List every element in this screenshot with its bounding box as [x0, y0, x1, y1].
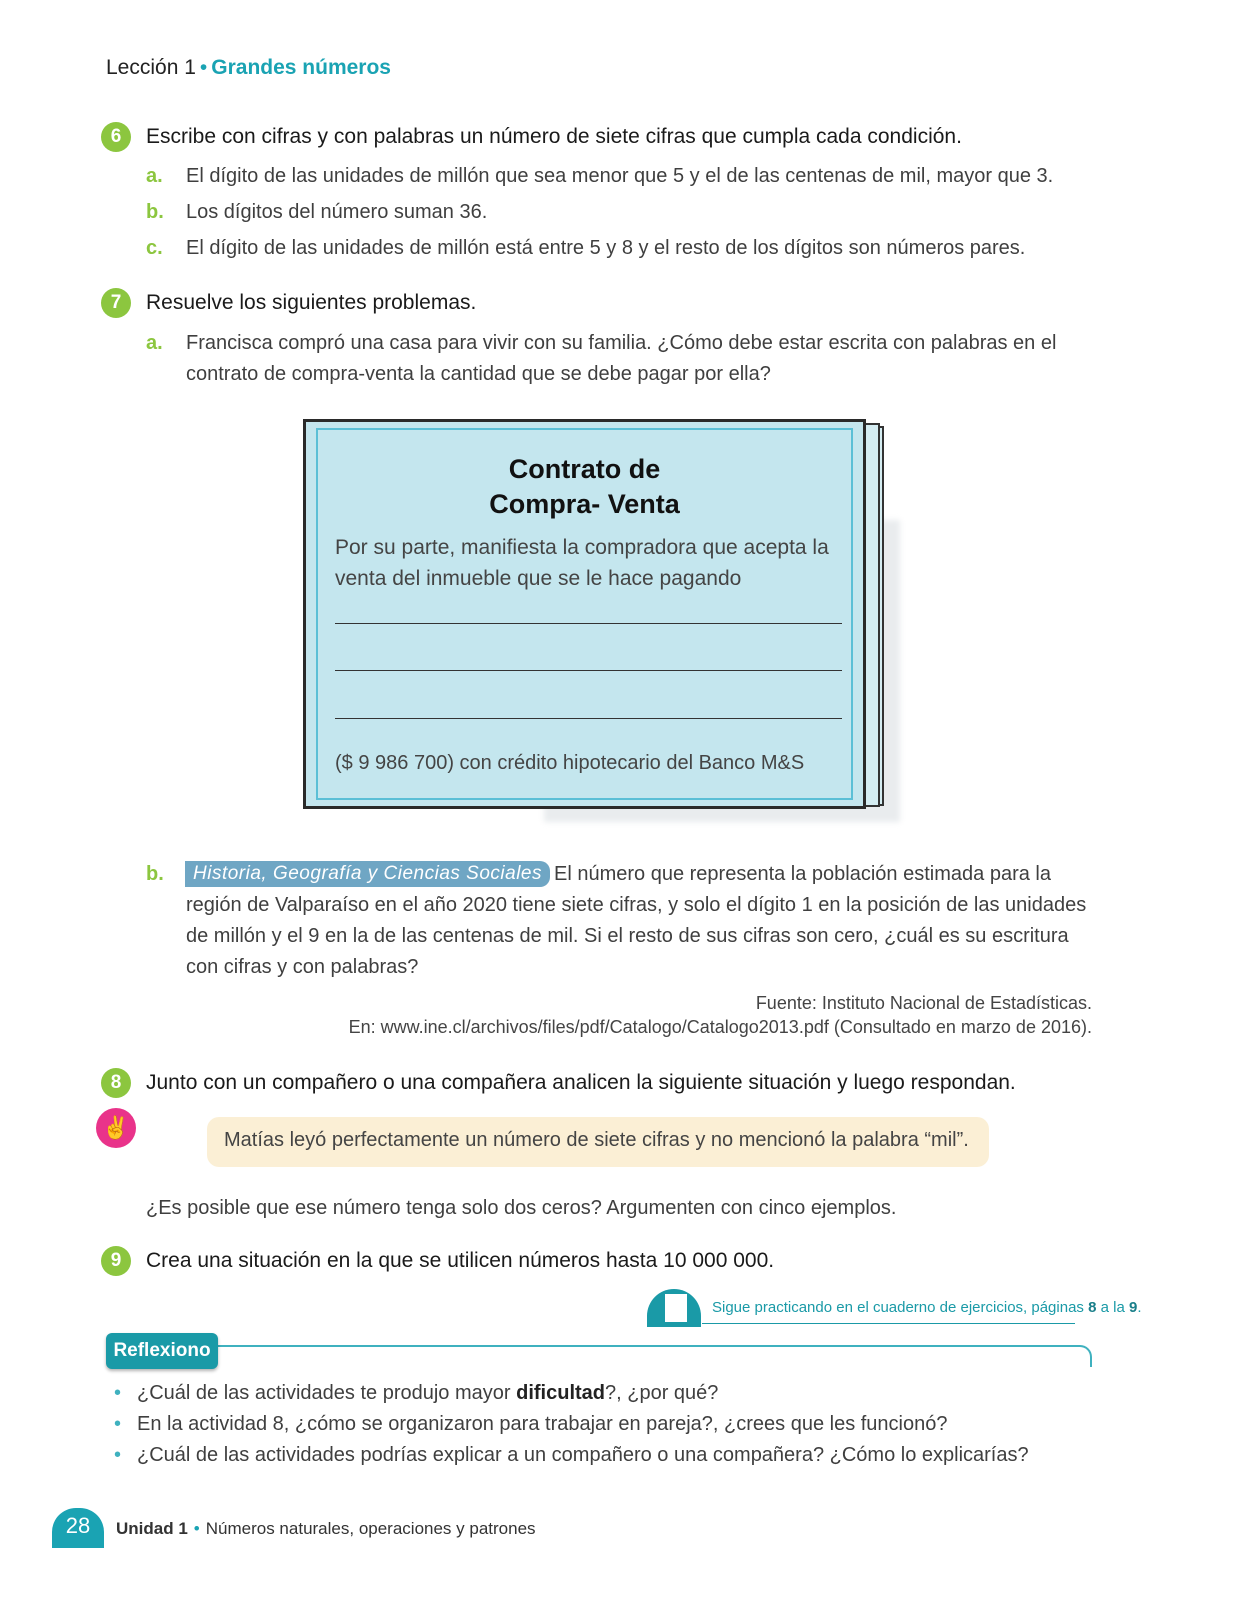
- reflexiono-bullet: [114, 1413, 947, 1436]
- contract-card: [303, 419, 866, 809]
- practice-end: .: [1137, 1299, 1142, 1316]
- reflexiono-rule: [210, 1345, 1092, 1367]
- exercise-7a-text: Francisca compró una casa para vivir con su familia. ¿Cómo debe estar escrita con palabras en el contrato de compra-venta la cantidad que se debe pagar por ella?: [186, 332, 1057, 385]
- contract-blank-line: [335, 718, 842, 719]
- contract-footer: ($ 9 986 700) con crédito hipotecario del Banco M&S: [335, 752, 805, 774]
- footer-unit: [116, 1519, 536, 1539]
- footer-unit-title: Números naturales, operaciones y patrones: [205, 1519, 536, 1538]
- bullet-dot: •: [114, 1382, 122, 1404]
- exercise-6a-letter: a.: [146, 165, 163, 187]
- bullet-text-bold: dificultad: [516, 1382, 605, 1404]
- lesson-label: Lección 1: [106, 56, 196, 79]
- contract-title: [318, 452, 851, 522]
- pair-work-icon: ✌: [96, 1108, 136, 1148]
- exercise-6-heading: Escribe con cifras y con palabras un número de siete cifras que cumpla cada condición.: [146, 125, 962, 148]
- exercise-6c-text: El dígito de las unidades de millón está entre 5 y 8 y el resto de los dígitos son números pares.: [186, 237, 1026, 259]
- exercise-6a-text: El dígito de las unidades de millón que sea menor que 5 y el de las centenas de mil, mayor que 3.: [186, 165, 1054, 187]
- bullet-text-post: ?, ¿por qué?: [605, 1382, 719, 1404]
- practice-page-to: 9: [1128, 1299, 1138, 1316]
- exercise-8-badge: 8: [101, 1068, 131, 1098]
- exercise-6c-letter: c.: [146, 237, 163, 259]
- exercise-6-badge: 6: [101, 122, 131, 152]
- exercise-9-heading: Crea una situación en la que se utilicen números hasta 10 000 000.: [146, 1249, 775, 1272]
- practice-page-from: 8: [1088, 1299, 1097, 1316]
- practice-underline: [702, 1323, 1075, 1324]
- exercise-7a-letter: a.: [146, 332, 163, 354]
- contract-inner-frame: [316, 428, 853, 800]
- separator-dot: •: [199, 56, 208, 79]
- exercise-6b-letter: b.: [146, 201, 164, 223]
- exercise-9-badge: 9: [101, 1246, 131, 1276]
- situation-box: [207, 1117, 989, 1167]
- contract-text: Por su parte, manifiesta la compradora que acepta la venta del inmueble que se le hace pagando: [335, 536, 829, 590]
- page-number: 28: [52, 1508, 104, 1548]
- contract-blank-line: [335, 623, 842, 624]
- reflexiono-bullet: [114, 1444, 1029, 1467]
- notebook-icon: [647, 1289, 701, 1327]
- lesson-header: [106, 56, 391, 80]
- bullet-dot: •: [114, 1413, 122, 1435]
- bullet-dot: •: [114, 1444, 122, 1466]
- lesson-title: Grandes números: [211, 56, 391, 79]
- bullet-text: En la actividad 8, ¿cómo se organizaron para trabajar en pareja?, ¿crees que les funcionó?: [137, 1413, 948, 1435]
- footer-unit-label: Unidad 1: [116, 1519, 188, 1538]
- reflexiono-tag: Reflexiono: [106, 1333, 218, 1369]
- exercise-7-badge: 7: [101, 288, 131, 318]
- subject-tag: Historia, Geografía y Ciencias Sociales: [185, 861, 550, 887]
- exercise-7b-text: El número que representa la población estimada para la región de Valparaíso en el año 2020 tiene siete cifras, y solo el dígito 1 en la posición de las unidades de millón y el 9 en la de las centenas de mil. Si el resto de sus cifras son cero, ¿cuál es su escritura con cifras y con palabras?: [186, 863, 1087, 978]
- exercise-7-heading: Resuelve los siguientes problemas.: [146, 291, 477, 314]
- contract-blank-line: [335, 670, 842, 671]
- separator-dot: •: [193, 1519, 200, 1538]
- exercise-7b-letter: b.: [146, 863, 164, 885]
- bullet-text-pre: ¿Cuál de las actividades te produjo mayor: [137, 1382, 517, 1404]
- exercise-6b-text: Los dígitos del número suman 36.: [186, 201, 488, 223]
- practice-connector: a la: [1100, 1299, 1125, 1316]
- exercise-8-question: ¿Es posible que ese número tenga solo dos ceros? Argumenten con cinco ejemplos.: [146, 1197, 897, 1219]
- source-line-1: Fuente: Instituto Nacional de Estadísticas.: [755, 993, 1092, 1013]
- practice-note: [712, 1299, 1141, 1316]
- situation-text: Matías leyó perfectamente un número de siete cifras y no mencionó la palabra “mil”.: [224, 1129, 969, 1151]
- contract-title-line2: Compra- Venta: [489, 489, 680, 519]
- source-line-2: En: www.ine.cl/archivos/files/pdf/Catalogo/Catalogo2013.pdf (Consultado en marzo de 2016).: [348, 1017, 1092, 1037]
- contract-title-line1: Contrato de: [508, 454, 661, 484]
- exercise-8-heading: Junto con un compañero o una compañera analicen la siguiente situación y luego respondan.: [146, 1071, 1016, 1094]
- bullet-text: ¿Cuál de las actividades podrías explicar a un compañero o una compañera? ¿Cómo lo explicarías?: [137, 1444, 1029, 1466]
- practice-text: Sigue practicando en el cuaderno de ejercicios, páginas: [712, 1299, 1084, 1316]
- reflexiono-bullet: [114, 1382, 718, 1405]
